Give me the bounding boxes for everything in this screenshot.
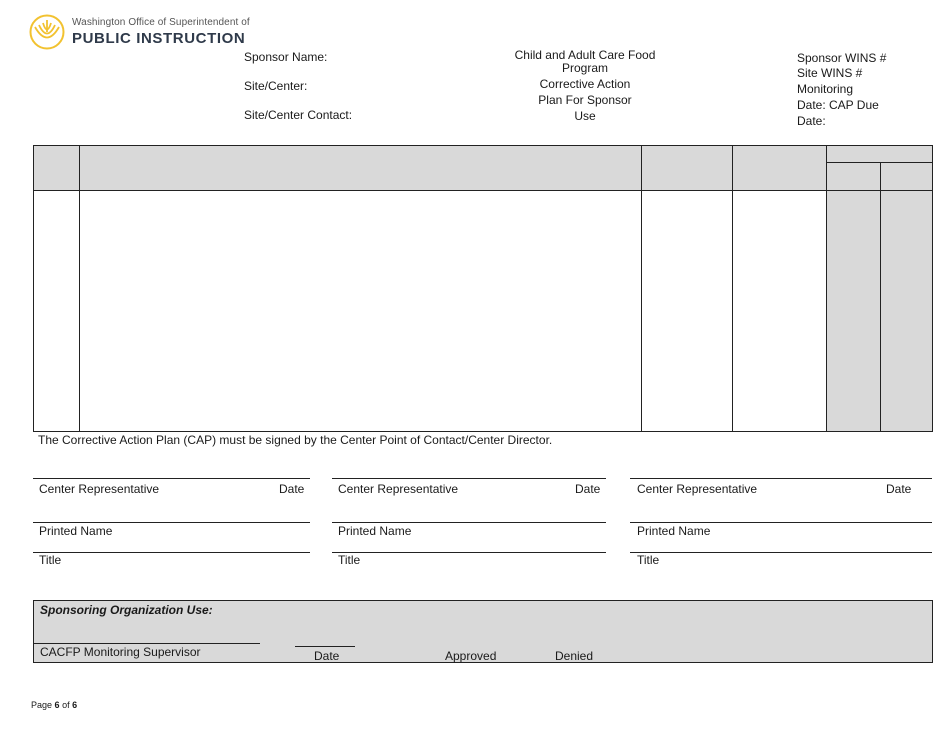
approved-label: Approved (445, 649, 497, 663)
form-title (495, 49, 675, 74)
table-col-divider-4 (826, 146, 827, 431)
title-label: Title (637, 553, 660, 567)
header-right-block (797, 50, 886, 129)
cap-line-1: Corrective Action (539, 77, 631, 91)
cap-table (33, 145, 933, 432)
printed-name-line[interactable] (630, 522, 932, 523)
supervisor-signature-line[interactable] (34, 643, 260, 644)
page-word: Page (31, 700, 53, 710)
title-label: Title (39, 553, 62, 567)
site-contact-label: Site/Center Contact: (244, 108, 353, 122)
date-label: Date: (797, 114, 826, 128)
supervisor-label: CACFP Monitoring Supervisor (40, 645, 201, 659)
date-label: Date (575, 482, 601, 496)
signature-block-1 (33, 478, 310, 568)
printed-name-label: Printed Name (637, 524, 711, 538)
center-rep-label: Center Representative (338, 482, 459, 496)
page-number (31, 700, 77, 710)
center-rep-label: Center Representative (39, 482, 160, 496)
table-col-divider-2 (641, 146, 642, 431)
site-wins-label: Site WINS # (797, 66, 863, 80)
signature-line[interactable] (33, 478, 310, 479)
signature-block-3 (630, 478, 932, 568)
cap-line-3: Use (574, 109, 596, 123)
title-line[interactable] (33, 552, 310, 553)
date-label: Date (279, 482, 305, 496)
table-header-divider (34, 190, 932, 191)
signature-line[interactable] (332, 478, 606, 479)
opi-logo-icon (29, 14, 65, 50)
current-page: 6 (54, 700, 60, 710)
table-col-divider-3 (732, 146, 733, 431)
sponsor-name-label: Sponsor Name: (244, 50, 328, 64)
opi-logo (29, 14, 250, 52)
printed-name-line[interactable] (33, 522, 310, 523)
cap-line-2: Plan For Sponsor (538, 93, 632, 107)
title-line[interactable] (630, 552, 932, 553)
program-line-1: Child and Adult Care Food (514, 48, 656, 62)
table-header-row (34, 146, 932, 191)
cap-signature-note: The Corrective Action Plan (CAP) must be signed by the Center Point of Contact/Center Director. (38, 433, 553, 447)
date-label: Date (886, 482, 912, 496)
title-label: Title (338, 553, 361, 567)
signature-line[interactable] (630, 478, 932, 479)
center-rep-label: Center Representative (637, 482, 758, 496)
sponsor-use-heading: Sponsoring Organization Use: (40, 603, 213, 617)
printed-name-label: Printed Name (338, 524, 412, 538)
printed-name-line[interactable] (332, 522, 606, 523)
signature-block-2 (332, 478, 606, 568)
supervisor-date-label: Date (314, 649, 340, 663)
title-line[interactable] (332, 552, 606, 553)
table-col-divider-5 (880, 162, 881, 431)
site-center-label: Site/Center: (244, 79, 308, 93)
cap-title (495, 76, 675, 124)
logo-agency-line: Washington Office of Superintendent of (72, 17, 250, 28)
printed-name-label: Printed Name (39, 524, 113, 538)
sponsor-use-box (33, 600, 933, 663)
supervisor-date-line[interactable] (295, 646, 355, 647)
program-line-2: Program (561, 60, 608, 75)
logo-agency-name: PUBLIC INSTRUCTION (72, 30, 246, 47)
denied-label: Denied (555, 649, 594, 663)
sponsor-wins-label: Sponsor WINS # (797, 51, 887, 65)
table-col-divider-1 (79, 146, 80, 431)
date-cap-due-label: Date: CAP Due (797, 98, 879, 112)
monitoring-label: Monitoring (797, 82, 854, 96)
of-word: of (62, 700, 70, 710)
total-pages: 6 (72, 700, 78, 710)
